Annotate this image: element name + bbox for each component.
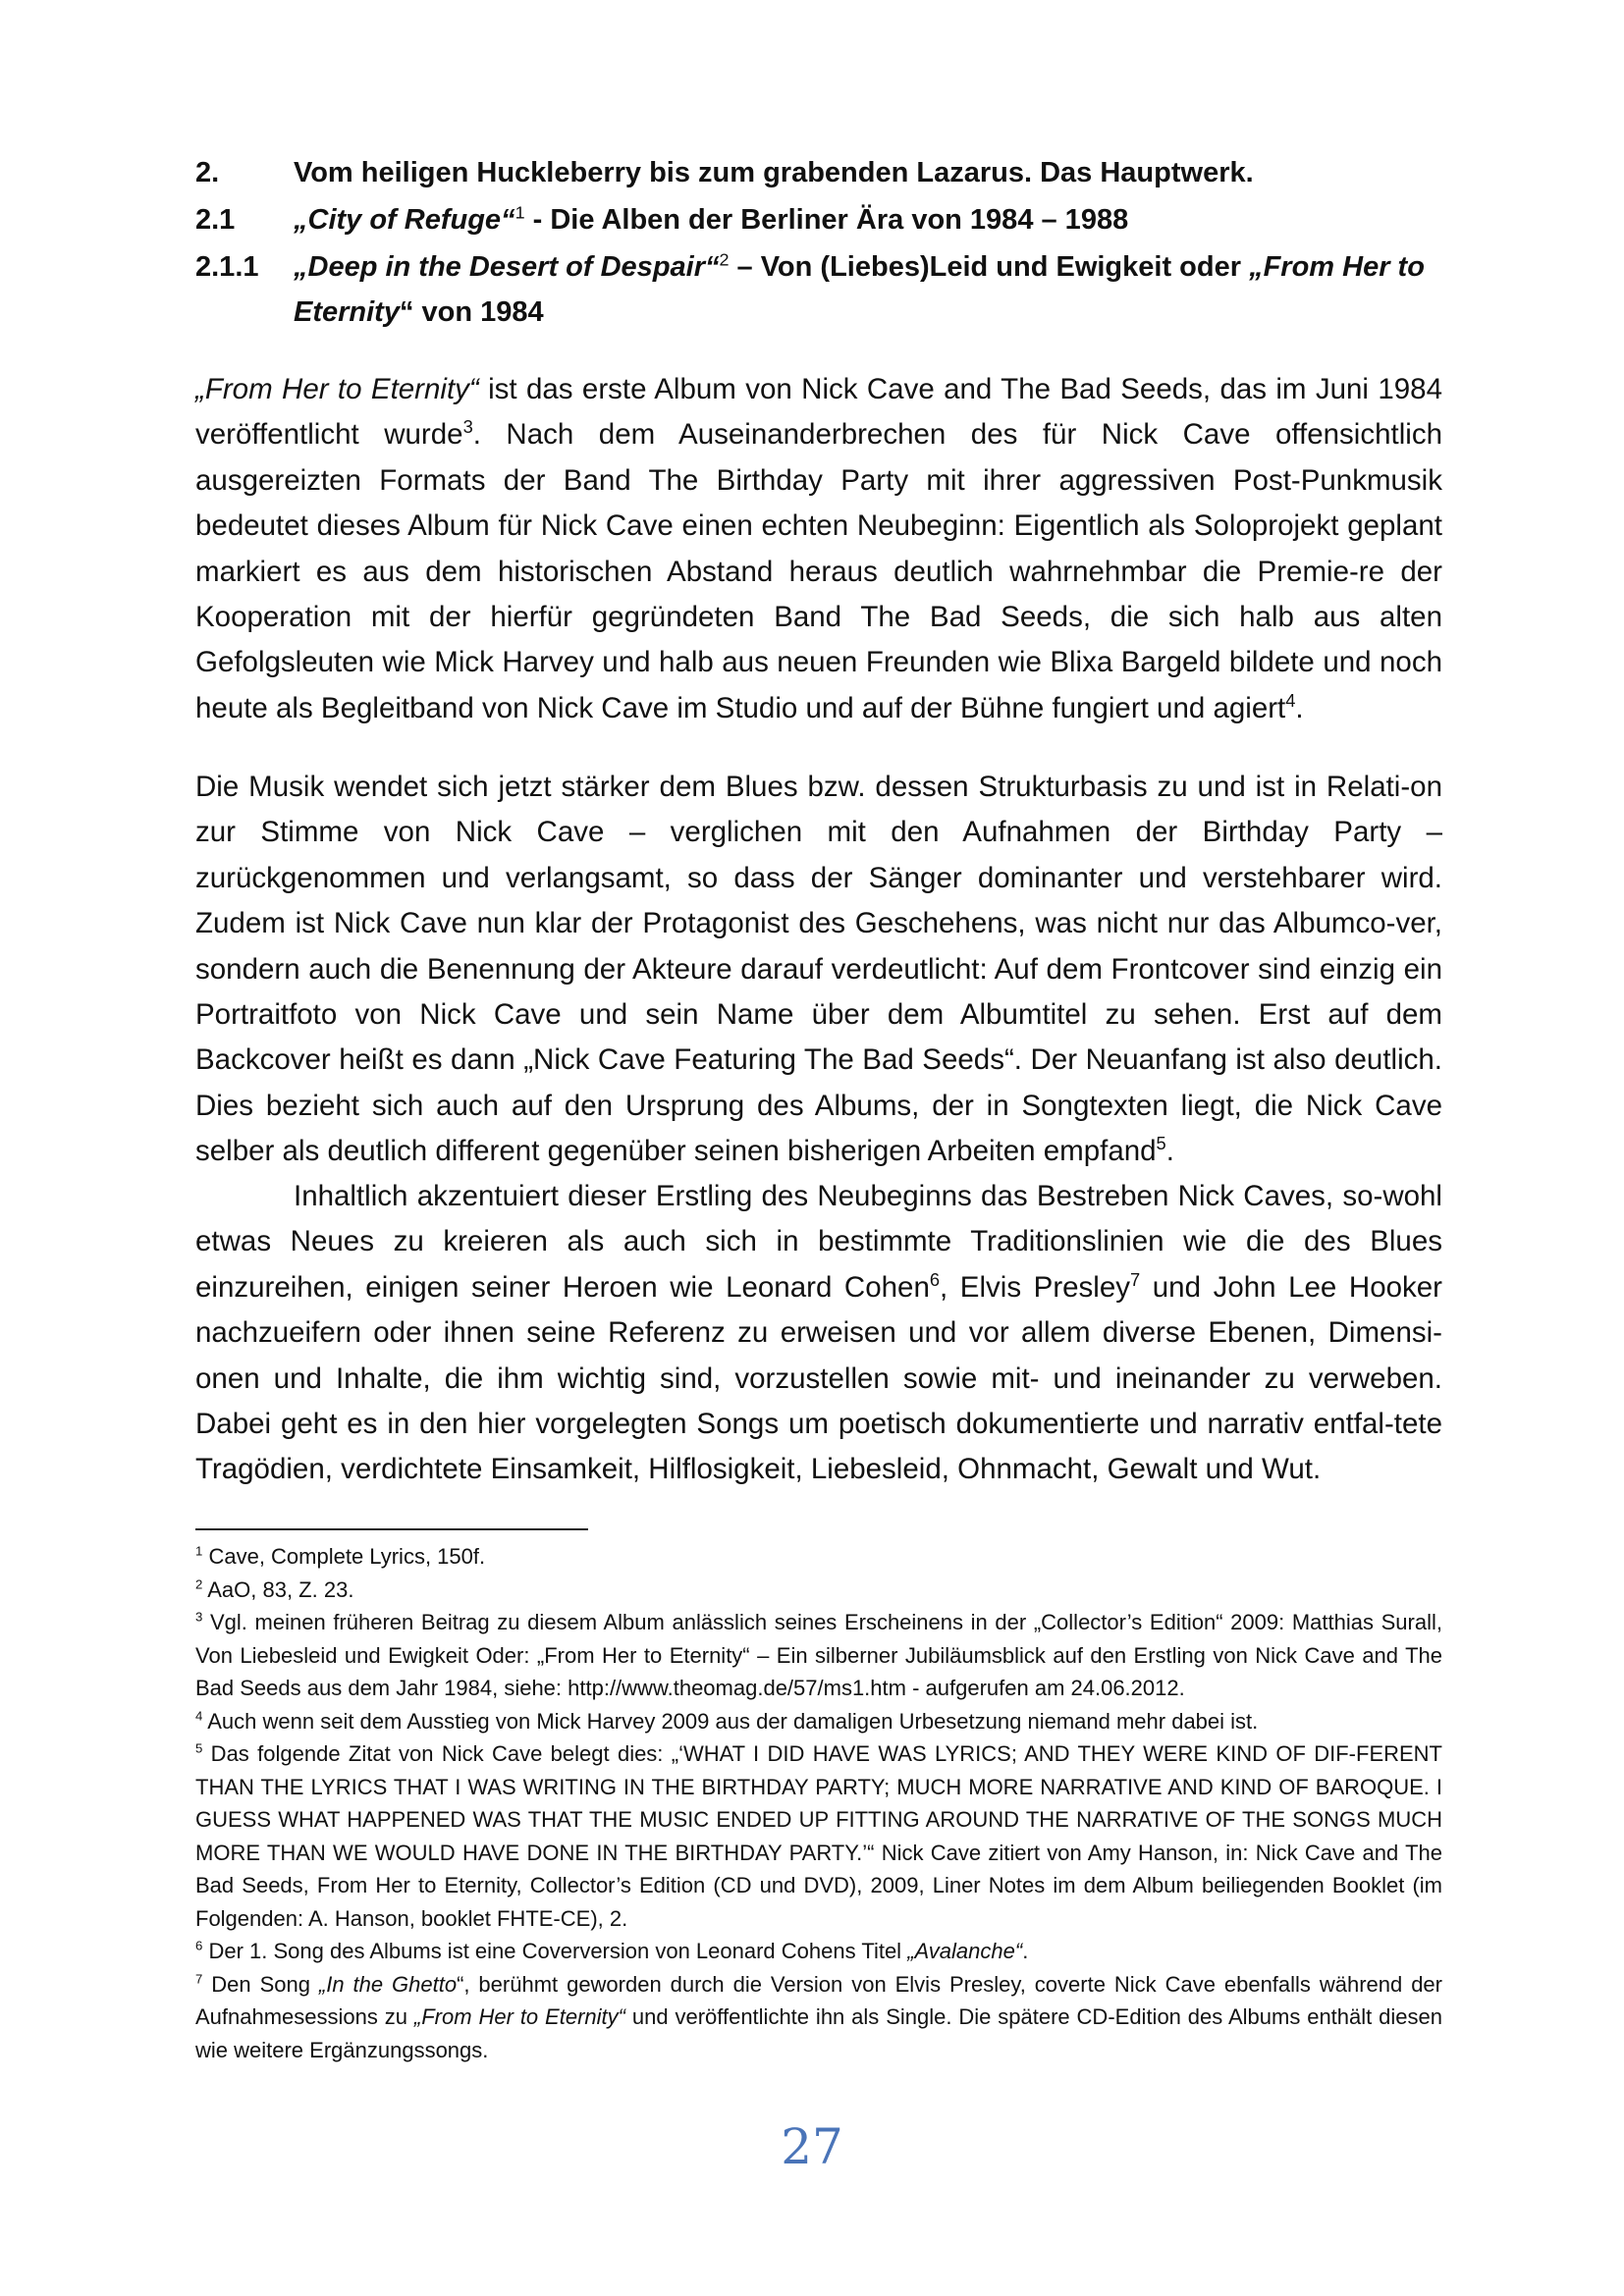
paragraph-2 xyxy=(195,765,1442,1175)
paragraph-text: und John Lee Hooker nachzueifern oder ihnen seine Referenz zu erweisen und vor allem diverse Ebenen, Dimensi-onen und Inhalte, die ihm wichtig sind, vorzustellen sowie mit- und ineinander zu verweben. Dabei geht es in den hier vorgelegten Songs um poetisch dokumentierte und narrativ entfal-tete Tragödien, verdichtete Einsamkeit, Hilflosigkeit, Liebesleid, Ohnmacht, Gewalt und Wut. xyxy=(195,1270,1442,1486)
footnote-text: Der 1. Song des Albums ist eine Coverversion von Leonard Cohens Titel xyxy=(202,1939,908,1963)
footnote-mark: 2 xyxy=(195,1576,203,1592)
footnote-separator xyxy=(195,1528,588,1530)
footnote-text: und veröffentlichte ihn als Single. Die spätere CD-Edition des Albums enthält diesen wie weitere Ergänzungssongs. xyxy=(195,2004,1442,2062)
footnote-ref: 4 xyxy=(1285,690,1296,712)
footnote-ref: 6 xyxy=(929,1268,941,1290)
paragraph-3 xyxy=(195,1174,1442,1493)
paragraph-text: , Elvis Presley xyxy=(940,1270,1131,1304)
footnote-text: Vgl. meinen früheren Beitrag zu diesem Album anlässlich seines Erscheinens in der „Collector’s Edition“ 2009: Matthias Surall, Von Liebesleid und Ewigkeit Oder: „From Her to Eternity“ – Ein silberner Jubiläumsblick auf den Erstling von Nick Cave and The Bad Seeds aus dem Jahr 1984, siehe: http://www.theomag.de/57/ms1.htm - aufgerufen am 24.06.2012. xyxy=(195,1610,1442,1700)
footnote-mark: 7 xyxy=(195,1971,203,1987)
footnote-mark: 1 xyxy=(195,1543,203,1559)
footnote-song-title: „Avalanche“ xyxy=(907,1939,1023,1963)
paragraph-text: ist das erste Album von Nick Cave and The Bad Seeds, das im Juni 1984 veröffentlicht wurde xyxy=(195,373,1442,452)
footnote-text: “, berühmt geworden durch die Version von Elvis Presley, coverte Nick Cave ebenfalls während der Aufnahmesessions zu xyxy=(195,1971,1442,2029)
footnote-ref: 3 xyxy=(462,416,473,438)
heading-quoted-title: „City of Refuge“ xyxy=(294,204,515,236)
heading-number: 2. xyxy=(195,157,220,188)
footnote-mark: 5 xyxy=(195,1740,203,1756)
footnote-mark: 6 xyxy=(195,1938,203,1953)
footnotes xyxy=(195,1540,1442,2066)
footnote-text: . xyxy=(1022,1939,1029,1963)
heading-title: Vom heiligen Huckleberry bis zum grabenden Lazarus. Das Hauptwerk. xyxy=(294,157,1254,188)
heading-title-line-2 xyxy=(294,294,1624,331)
footnote-ref: 1 xyxy=(514,202,525,223)
heading-quoted-title: „Deep in the Desert of Despair“ xyxy=(294,251,720,283)
footnote-5 xyxy=(195,1737,1442,1935)
paragraph-text: . xyxy=(1165,1135,1174,1168)
heading-title-year: “ von 1984 xyxy=(399,296,544,328)
footnote-album-title: „From Her to Eternity“ xyxy=(413,2004,625,2029)
heading-title-rest: – Von (Liebes)Leid und Ewigkeit oder xyxy=(729,251,1250,283)
paragraph-text: Die Musik wendet sich jetzt stärker dem Blues bzw. dessen Strukturbasis zu und ist in Relati-on zur Stimme von Nick Cave – verglichen mit den Aufnahmen der Birthday Party – zurückgenommen und verlangsamt, so dass der Sänger dominanter und verstehbarer wird. Zudem ist Nick Cave nun klar der Protagonist des Geschehens, was nicht nur das Albumco-ver, sondern auch die Benennung der Akteure darauf verdeutlicht: Auf dem Frontcover sind einzig ein Portraitfoto von Nick Cave und sein Name über dem Albumtitel zu sehen. Erst auf dem Backcover heißt es dann „Nick Cave Featuring The Bad Seeds“. Der Neuanfang ist also deutlich. Dies bezieht sich auch auf den Ursprung des Albums, der in Songtexten liegt, die Nick Cave selber als deutlich different gegenüber seinen bisherigen Arbeiten empfand xyxy=(195,771,1442,1168)
footnote-2 xyxy=(195,1574,1442,1607)
footnote-mark: 4 xyxy=(195,1708,203,1724)
paragraph-text: Inhaltlich akzentuiert dieser Erstling des Neubeginns das Bestreben Nick Caves, so-wohl etwas Neues zu kreieren als auch sich in bestimmte Traditionslinien wie die des Blues einzureihen, einigen seiner Heroen wie Leonard Cohen xyxy=(195,1180,1442,1304)
footnote-text: Das folgende Zitat von Nick Cave belegt dies: „‘WHAT I DID HAVE WAS LYRICS; AND THEY WERE KIND OF DIF-FERENT THAN THE LYRICS THAT I WAS WRITING IN THE BIRTHDAY PARTY; MUCH MORE NARRATIVE AND KIND OF BAROQUE. I GUESS WHAT HAPPENED WAS THAT THE MUSIC ENDED UP FITTING AROUND THE NARRATIVE OF THE SONGS MUCH MORE THAN WE WOULD HAVE DONE IN THE BIRTHDAY PARTY.’“ Nick Cave zitiert von Amy Hanson, in: Nick Cave and The Bad Seeds, From Her to Eternity, Collector’s Edition (CD und DVD), 2009, Liner Notes im dem Album beiliegenden Booklet (im Folgenden: A. Hanson, booklet FHTE-CE), 2. xyxy=(195,1741,1442,1931)
paragraph-text: . xyxy=(1295,691,1304,724)
footnote-3 xyxy=(195,1606,1442,1705)
heading-album-title-end: Eternity xyxy=(294,296,400,328)
footnote-ref: 7 xyxy=(1130,1268,1141,1290)
footnote-1 xyxy=(195,1540,1442,1574)
heading-number: 2.1 xyxy=(195,204,236,236)
heading-title-rest: - Die Alben der Berliner Ära von 1984 – 1988 xyxy=(524,204,1129,236)
page-number: 27 xyxy=(781,2118,843,2175)
footnote-6 xyxy=(195,1935,1442,1968)
footnote-mark: 3 xyxy=(195,1609,203,1625)
footnote-text: Cave, Complete Lyrics, 150f. xyxy=(202,1544,486,1569)
footnote-text: Auch wenn seit dem Ausstieg von Mick Harvey 2009 aus der damaligen Urbesetzung niemand mehr dabei ist. xyxy=(202,1708,1259,1734)
footnote-text: AaO, 83, Z. 23. xyxy=(202,1576,354,1602)
footnote-song-title: „In the Ghetto xyxy=(318,1971,458,1997)
footnote-text: Den Song xyxy=(202,1971,319,1997)
footnote-ref: 5 xyxy=(1156,1133,1166,1154)
footnote-ref: 2 xyxy=(719,249,730,270)
heading-album-title: „From Her to xyxy=(1249,251,1425,283)
footnote-4 xyxy=(195,1705,1442,1738)
heading-number: 2.1.1 xyxy=(195,251,259,283)
paragraph-1 xyxy=(195,367,1442,731)
album-title: „From Her to Eternity“ xyxy=(195,373,479,405)
paragraph-text: . Nach dem Auseinanderbrechen des für Nick Cave offensichtlich ausgereizten Formats der Band The Birthday Party mit ihrer aggressiven Post-Punkmusik bedeutet dieses Album für Nick Cave einen echten Neubeginn: Eigentlich als Soloprojekt geplant markiert es aus dem historischen Abstand heraus deutlich wahrnehmbar die Premie-re der Kooperation mit der hierfür gegründeten Band The Bad Seeds, die sich halb aus alten Gefolgsleuten wie Mick Harvey und halb aus neuen Freunden wie Blixa Bargeld bildete und noch heute als Begleitband von Nick Cave im Studio und auf der Bühne fungiert und agiert xyxy=(195,418,1442,724)
heading-title xyxy=(294,201,1624,239)
footnote-7 xyxy=(195,1968,1442,2067)
heading-title xyxy=(294,248,1624,286)
